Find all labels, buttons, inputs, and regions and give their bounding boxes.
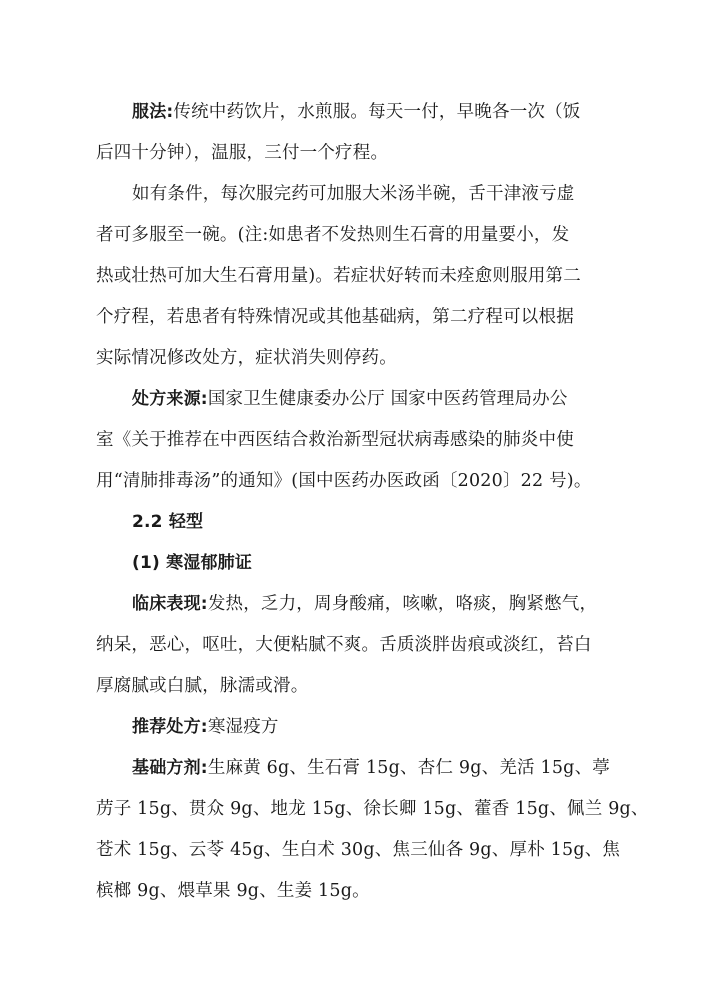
clinical-text: 发热，乏力，周身酸痛，咳嗽，咯痰，胸紧憋气， [207,594,598,614]
formula-line-2: 苈子 15g、贯众 9g、地龙 15g、徐长卿 15g、藿香 15g、佩兰 9g、 [96,799,649,819]
dosage-line-1 [0,95,707,129]
source-line-1 [0,382,707,416]
note-line-4: 个疗程，若患者有特殊情况或其他基础病，第二疗程可以根据 [96,307,574,327]
formula-text: 生麻黄 6g、生石膏 15g、杏仁 9g、羌活 15g、葶 [207,758,610,778]
clinical-label: 临床表现: [132,594,208,614]
formula-line-3: 苍术 15g、云苓 45g、生白术 30g、焦三仙各 9g、厚朴 15g、焦 [96,840,621,860]
source-label: 处方来源: [132,389,208,409]
clinical-line-2: 纳呆，恶心，呕吐，大便粘腻不爽。舌质淡胖齿痕或淡红，苔白 [96,635,592,655]
subsection-heading-1: (1) 寒湿郁肺证 [132,553,253,573]
section-heading: 2.2 轻型 [132,512,204,532]
note-line-2: 者可多服至一碗。(注:如患者不发热则生石膏的用量要小，发 [96,225,570,245]
recommended-value: 寒湿疫方 [207,717,279,737]
clinical-line-1 [0,587,707,621]
dosage-line-2: 后四十分钟），温服，三付一个疗程。 [96,143,389,163]
note-line-5: 实际情况修改处方，症状消失则停药。 [96,348,397,368]
dosage-text: 传统中药饮片，水煎服。每天一付，早晚各一次（饭 [173,102,581,122]
note-line-1: 如有条件，每次服完药可加服大米汤半碗，舌干津液亏虚 [132,184,575,204]
recommended-label: 推荐处方: [132,717,208,737]
source-line-3: 用“清肺排毒汤”的通知》(国中医药办医政函〔2020〕22 号)。 [96,471,592,491]
formula-line-1 [0,751,707,785]
dosage-label: 服法: [132,102,174,122]
clinical-line-3: 厚腐腻或白腻，脉濡或滑。 [96,676,309,696]
formula-label: 基础方剂: [132,758,208,778]
recommended-line [0,710,707,744]
source-line-2: 室《关于推荐在中西医结合救治新型冠状病毒感染的肺炎中使 [96,430,574,450]
note-line-3: 热或壮热可加大生石膏用量)。若症状好转而未痊愈则服用第二 [96,266,581,286]
formula-line-4: 槟榔 9g、煨草果 9g、生姜 15g。 [96,881,370,901]
source-text: 国家卫生健康委办公厅 国家中医药管理局办公 [207,389,568,409]
